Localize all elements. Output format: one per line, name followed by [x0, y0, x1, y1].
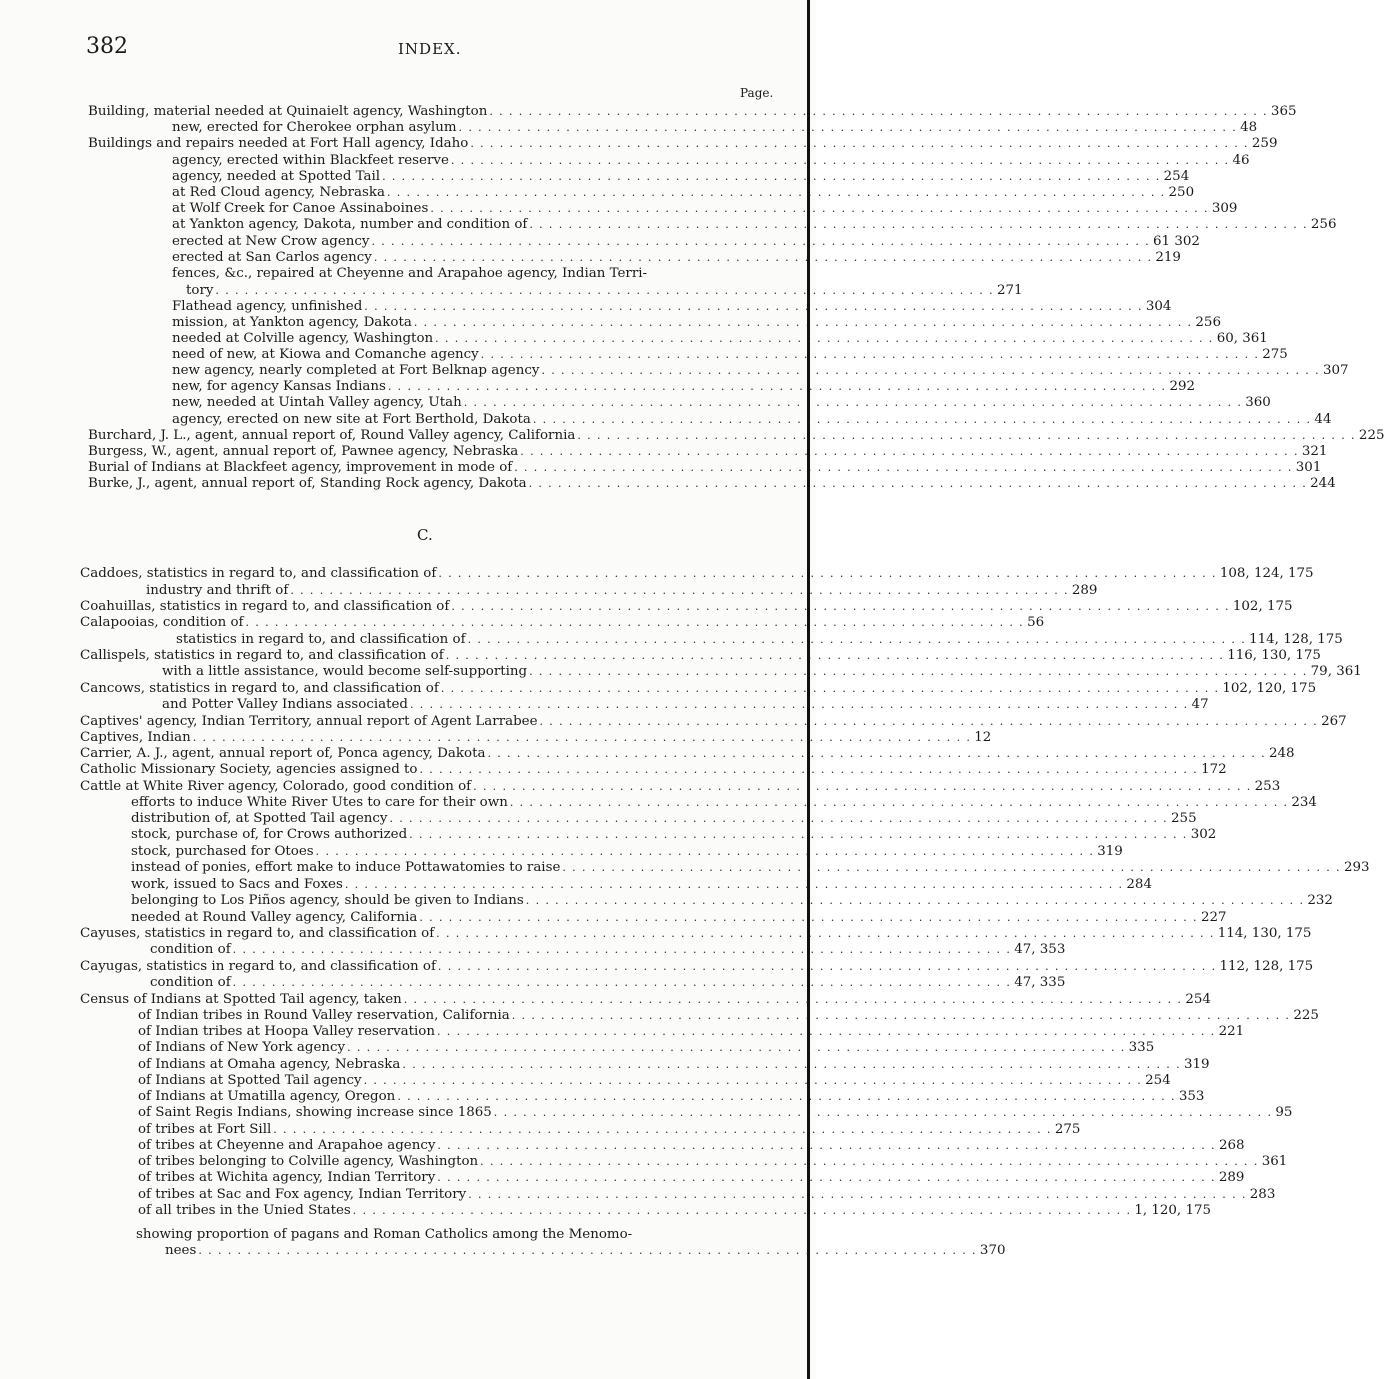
entry-pages: 360: [1245, 395, 1271, 410]
dot-leader: . . . . . . . . . . . . . . . . . . . . . . . . . . . . . . . . . . . . . . . . . . . . . . . . . . . . . . . . . . . . . . . . . . . . . . . . . . . . . . . .: [436, 927, 1215, 940]
dot-leader: . . . . . . . . . . . . . . . . . . . . . . . . . . . . . . . . . . . . . . . . . . . . . . . . . . . . . . . . . . . . . . . . . . . . . . . . . . . . . . . .: [347, 1041, 1126, 1054]
page-number: 382: [86, 34, 128, 59]
entry-pages: 234: [1291, 795, 1317, 810]
dot-leader: . . . . . . . . . . . . . . . . . . . . . . . . . . . . . . . . . . . . . . . . . . . . . . . . . . . . . . . . . . . . . . . . . . . . . . . . . . . . . . . .: [373, 251, 1153, 264]
entry-label: Coahuillas, statistics in regard to, and classification of: [80, 599, 450, 614]
entry-label: new, erected for Cherokee orphan asylum: [172, 120, 457, 135]
index-entry: [146, 581, 1098, 598]
entry-pages: 219: [1155, 250, 1181, 265]
dot-leader: . . . . . . . . . . . . . . . . . . . . . . . . . . . . . . . . . . . . . . . . . . . . . . . . . . . . . . . . . . . . . . . . . . . . . . . . . . . . . . . .: [480, 348, 1260, 361]
entry-pages: 335: [1128, 1040, 1155, 1055]
entry-label: of tribes at Wichita agency, Indian Territory: [138, 1170, 436, 1185]
entry-pages: 221: [1218, 1024, 1245, 1039]
index-entry: [131, 842, 1123, 859]
dot-leader: . . . . . . . . . . . . . . . . . . . . . . . . . . . . . . . . . . . . . . . . . . . . . . . . . . . . . . . . . . . . . . . . . . . . . . . . . . . . . . . .: [192, 731, 972, 744]
dot-leader: . . . . . . . . . . . . . . . . . . . . . . . . . . . . . . . . . . . . . . . . . . . . . . . . . . . . . . . . . . . . . . . . . . . . . . . . . . . . . . . .: [458, 121, 1238, 134]
entry-label: Flathead agency, unfinished: [172, 299, 363, 314]
index-entry: [138, 1022, 1245, 1039]
dot-leader: . . . . . . . . . . . . . . . . . . . . . . . . . . . . . . . . . . . . . . . . . . . . . . . . . . . . . . . . . . . . . . . . . . . . . . . . . . . . . . . .: [539, 715, 1319, 728]
index-entry: [80, 646, 1321, 663]
entry-pages: 268: [1218, 1138, 1245, 1153]
dot-leader: . . . . . . . . . . . . . . . . . . . . . . . . . . . . . . . . . . . . . . . . . . . . . . . . . . . . . . . . . . . . . . . . . . . . . . . . . . . . . . . .: [450, 154, 1230, 167]
entry-label: with a little assistance, would become self-supporting: [162, 664, 528, 679]
entry-pages: 1, 120, 175: [1134, 1203, 1212, 1218]
entry-label: agency, needed at Spotted Tail: [172, 169, 381, 184]
entry-pages: 47, 335: [1014, 975, 1066, 990]
entry-label: showing proportion of pagans and Roman Catholics among the Menomo-: [136, 1227, 633, 1242]
entry-label: needed at Colville agency, Washington: [172, 331, 434, 346]
dot-leader: . . . . . . . . . . . . . . . . . . . . . . . . . . . . . . . . . . . . . . . . . . . . . . . . . . . . . . . . . . . . . . . . . . . . . . . . . . . . . . . .: [541, 364, 1320, 377]
entry-label: Burke, J., agent, annual report of, Standing Rock agency, Dakota: [88, 476, 527, 491]
entry-label: industry and thrift of: [146, 583, 289, 598]
dot-leader: . . . . . . . . . . . . . . . . . . . . . . . . . . . . . . . . . . . . . . . . . . . . . . . . . . . . . . . . . . . . . . . . . . . . . . . . . . . . . . . .: [215, 284, 994, 297]
entry-pages: 307: [1323, 363, 1349, 378]
index-entry: [138, 1120, 1081, 1137]
index-entry: [172, 297, 1172, 314]
page-title: INDEX.: [398, 40, 462, 58]
entry-label: fences, &c., repaired at Cheyenne and Arapahoe agency, Indian Terri-: [172, 266, 648, 281]
index-entry: [138, 1168, 1245, 1185]
index-entry: [80, 957, 1314, 974]
entry-pages: 254: [1163, 169, 1190, 184]
entry-label: new agency, nearly completed at Fort Belknap agency: [172, 363, 540, 378]
dot-leader: . . . . . . . . . . . . . . . . . . . . . . . . . . . . . . . . . . . . . . . . . . . . . . . . . . . . . . . . . . . . . . . . . . . . . . . . . . . . . . . .: [273, 1123, 1052, 1136]
index-entry: [88, 134, 1278, 151]
entry-label: Building, material needed at Quinaielt agency, Washington: [88, 104, 488, 119]
index-entry: [172, 410, 1332, 427]
entry-pages: 293: [1343, 860, 1370, 875]
index-entry: [138, 1185, 1276, 1202]
entry-label: distribution of, at Spotted Tail agency: [131, 811, 388, 826]
entry-label: new, for agency Kansas Indians: [172, 379, 386, 394]
dot-leader: . . . . . . . . . . . . . . . . . . . . . . . . . . . . . . . . . . . . . . . . . . . . . . . . . . . . . . . . . . . . . . . . . . . . . . . . . . . . . . . .: [387, 380, 1167, 393]
entry-pages: 47: [1191, 697, 1209, 712]
index-entry: [138, 1136, 1245, 1153]
entry-label: new, needed at Uintah Valley agency, Utah: [172, 395, 462, 410]
index-entry: [186, 281, 1023, 298]
index-entry: [172, 377, 1196, 394]
entry-label: of tribes at Sac and Fox agency, Indian Territory: [138, 1187, 467, 1202]
index-entry: [172, 393, 1271, 410]
dot-leader: . . . . . . . . . . . . . . . . . . . . . . . . . . . . . . . . . . . . . . . . . . . . . . . . . . . . . . . . . . . . . . . . . . . . . . . . . . . . . . . .: [467, 633, 1247, 646]
index-entry: [138, 1103, 1293, 1120]
dot-leader: . . . . . . . . . . . . . . . . . . . . . . . . . . . . . . . . . . . . . . . . . . . . . . . . . . . . . . . . . . . . . . . . . . . . . . . . . . . . . . . .: [480, 1155, 1259, 1168]
dot-leader: . . . . . . . . . . . . . . . . . . . . . . . . . . . . . . . . . . . . . . . . . . . . . . . . . . . . . . . . . . . . . . . . . . . . . . . . . . . . . . . .: [529, 665, 1308, 678]
entry-pages: 267: [1321, 714, 1347, 729]
entry-pages: 370: [979, 1243, 1006, 1258]
dot-leader: . . . . . . . . . . . . . . . . . . . . . . . . . . . . . . . . . . . . . . . . . . . . . . . . . . . . . . . . . . . . . . . . . . . . . . . . . . . . . . . .: [437, 1171, 1216, 1184]
dot-leader: . . . . . . . . . . . . . . . . . . . . . . . . . . . . . . . . . . . . . . . . . . . . . . . . . . . . . . . . . . . . . . . . . . . . . . . . . . . . . . . .: [514, 461, 1293, 474]
entry-pages: 250: [1168, 185, 1195, 200]
entry-pages: 248: [1269, 746, 1295, 761]
dot-leader: . . . . . . . . . . . . . . . . . . . . . . . . . . . . . . . . . . . . . . . . . . . . . . . . . . . . . . . . . . . . . . . . . . . . . . . . . . . . . . . .: [493, 1106, 1273, 1119]
entry-label: of tribes at Cheyenne and Arapahoe agency: [138, 1138, 436, 1153]
entry-label: Buildings and repairs needed at Fort Hall agency, Idaho: [88, 136, 469, 151]
dot-leader: . . . . . . . . . . . . . . . . . . . . . . . . . . . . . . . . . . . . . . . . . . . . . . . . . . . . . . . . . . . . . . . . . . . . . . . . . . . . . . . .: [473, 780, 1252, 793]
index-entry: [131, 858, 1370, 875]
dot-leader: . . . . . . . . . . . . . . . . . . . . . . . . . . . . . . . . . . . . . . . . . . . . . . . . . . . . . . . . . . . . . . . . . . . . . . . . . . . . . . . .: [440, 682, 1220, 695]
entry-pages: 56: [1027, 615, 1045, 630]
entry-pages: 292: [1169, 379, 1196, 394]
index-entry: [80, 597, 1293, 614]
index-entry: [131, 793, 1317, 810]
entry-label: of tribes belonging to Colville agency, Washington: [138, 1154, 479, 1169]
entry-label: belonging to Los Piños agency, should be given to Indians: [131, 893, 524, 908]
entry-label: condition of: [150, 975, 231, 990]
entry-label: Cayuses, statistics in regard to, and classification of: [80, 926, 435, 941]
index-entry: [88, 102, 1297, 119]
index-entry: [88, 442, 1328, 459]
entry-label: Captives, Indian: [80, 730, 191, 745]
dot-leader: . . . . . . . . . . . . . . . . . . . . . . . . . . . . . . . . . . . . . . . . . . . . . . . . . . . . . . . . . . . . . . . . . . . . . . . . . . . . . . . .: [232, 943, 1012, 956]
entry-pages: 12: [974, 730, 992, 745]
entry-label: of Indians of New York agency: [138, 1040, 346, 1055]
entry-pages: 353: [1178, 1089, 1205, 1104]
dot-leader: . . . . . . . . . . . . . . . . . . . . . . . . . . . . . . . . . . . . . . . . . . . . . . . . . . . . . . . . . . . . . . . . . . . . . . . . . . . . . . . .: [403, 993, 1183, 1006]
dot-leader: . . . . . . . . . . . . . . . . . . . . . . . . . . . . . . . . . . . . . . . . . . . . . . . . . . . . . . . . . . . . . . . . . . . . . . . . . . . . . . . .: [413, 316, 1193, 329]
index-entry: [172, 199, 1238, 216]
index-entry: [80, 613, 1045, 630]
entry-label: work, issued to Sacs and Foxes: [131, 877, 343, 892]
entry-pages: 256: [1195, 315, 1221, 330]
entry-label: of all tribes in the Unied States: [138, 1203, 351, 1218]
entry-label: of Indian tribes at Hoopa Valley reservation: [138, 1024, 435, 1039]
dot-leader: . . . . . . . . . . . . . . . . . . . . . . . . . . . . . . . . . . . . . . . . . . . . . . . . . . . . . . . . . . . . . . . . . . . . . . . . . . . . . . . .: [577, 429, 1356, 442]
entry-label: stock, purchased for Otoes: [131, 844, 314, 859]
entry-label: Cancows, statistics in regard to, and classification of: [80, 681, 439, 696]
index-entry: [88, 458, 1322, 475]
entry-pages: 114, 130, 175: [1217, 926, 1312, 941]
dot-leader: . . . . . . . . . . . . . . . . . . . . . . . . . . . . . . . . . . . . . . . . . . . . . . . . . . . . . . . . . . . . . . . . . . . . . . . . . . . . . . . .: [463, 396, 1243, 409]
index-entry: [172, 118, 1258, 135]
index-entry: [80, 744, 1295, 761]
index-entry: [172, 329, 1268, 346]
dot-leader: . . . . . . . . . . . . . . . . . . . . . . . . . . . . . . . . . . . . . . . . . . . . . . . . . . . . . . . . . . . . . . . . . . . . . . . . . . . . . . . .: [437, 1139, 1216, 1152]
entry-label: at Red Cloud agency, Nebraska: [172, 185, 385, 200]
entry-label: of Indians at Omaha agency, Nebraska: [138, 1057, 401, 1072]
index-entry: [80, 990, 1211, 1007]
entry-pages: 114, 128, 175: [1249, 632, 1343, 647]
entry-label: mission, at Yankton agency, Dakota: [172, 315, 412, 330]
dot-leader: . . . . . . . . . . . . . . . . . . . . . . . . . . . . . . . . . . . . . . . . . . . . . . . . . . . . . . . . . . . . . . . . . . . . . . . . . . . . . . . .: [451, 600, 1230, 613]
entry-label: Carrier, A. J., agent, annual report of, Ponca agency, Dakota: [80, 746, 486, 761]
entry-pages: 172: [1201, 762, 1227, 777]
dot-leader: . . . . . . . . . . . . . . . . . . . . . . . . . . . . . . . . . . . . . . . . . . . . . . . . . . . . . . . . . . . . . . . . . . . . . . . . . . . . . . . .: [445, 649, 1225, 662]
entry-pages: 254: [1185, 992, 1211, 1007]
dot-leader: . . . . . . . . . . . . . . . . . . . . . . . . . . . . . . . . . . . . . . . . . . . . . . . . . . . . . . . . . . . . . . . . . . . . . . . . . . . . . . . .: [437, 1025, 1216, 1038]
dot-leader: . . . . . . . . . . . . . . . . . . . . . . . . . . . . . . . . . . . . . . . . . . . . . . . . . . . . . . . . . . . . . . . . . . . . . . . . . . . . . . . .: [525, 894, 1305, 907]
entry-label: of Indians at Umatilla agency, Oregon: [138, 1089, 396, 1104]
index-entry: [80, 728, 992, 745]
index-entry: [80, 564, 1314, 581]
entry-pages: 309: [1211, 201, 1238, 216]
index-entry: [172, 215, 1337, 232]
entry-label: Cayugas, statistics in regard to, and classification of: [80, 959, 436, 974]
entry-pages: 102, 120, 175: [1222, 681, 1317, 696]
index-entry: [172, 361, 1349, 378]
entry-pages: 301: [1295, 460, 1322, 475]
dot-leader: . . . . . . . . . . . . . . . . . . . . . . . . . . . . . . . . . . . . . . . . . . . . . . . . . . . . . . . . . . . . . . . . . . . . . . . . . . . . . . . .: [430, 202, 1209, 215]
index-entry: [131, 875, 1152, 892]
dot-leader: . . . . . . . . . . . . . . . . . . . . . . . . . . . . . . . . . . . . . . . . . . . . . . . . . . . . . . . . . . . . . . . . . . . . . . . . . . . . . . . .: [232, 976, 1012, 989]
dot-leader: . . . . . . . . . . . . . . . . . . . . . . . . . . . . . . . . . . . . . . . . . . . . . . . . . . . . . . . . . . . . . . . . . . . . . . . . . . . . . . . .: [352, 1204, 1132, 1217]
entry-label: efforts to induce White River Utes to care for their own: [131, 795, 508, 810]
entry-pages: 289: [1218, 1170, 1245, 1185]
dot-leader: . . . . . . . . . . . . . . . . . . . . . . . . . . . . . . . . . . . . . . . . . . . . . . . . . . . . . . . . . . . . . . . . . . . . . . . . . . . . . . . .: [532, 413, 1312, 426]
entry-pages: 259: [1251, 136, 1278, 151]
entry-label: erected at San Carlos agency: [172, 250, 372, 265]
entry-pages: 256: [1310, 217, 1337, 232]
dot-leader: . . . . . . . . . . . . . . . . . . . . . . . . . . . . . . . . . . . . . . . . . . . . . . . . . . . . . . . . . . . . . . . . . . . . . . . . . . . . . . . .: [438, 567, 1217, 580]
section-letter-c: C.: [417, 526, 433, 544]
entry-label: agency, erected on new site at Fort Berthold, Dakota: [172, 412, 531, 427]
entry-label: Caddoes, statistics in regard to, and classification of: [80, 566, 437, 581]
index-entry: [131, 809, 1197, 826]
dot-leader: . . . . . . . . . . . . . . . . . . . . . . . . . . . . . . . . . . . . . . . . . . . . . . . . . . . . . . . . . . . . . . . . . . . . . . . . . . . . . . . .: [409, 828, 1188, 841]
index-entry: [80, 924, 1312, 941]
entry-pages: 46: [1232, 153, 1250, 168]
entry-pages: 60, 361: [1216, 331, 1268, 346]
entry-label: Captives' agency, Indian Territory, annual report of Agent Larrabee: [80, 714, 538, 729]
entry-label: Catholic Missionary Society, agencies assigned to: [80, 762, 418, 777]
entry-pages: 244: [1310, 476, 1336, 491]
entry-label: Callispels, statistics in regard to, and classification of: [80, 648, 444, 663]
dot-leader: . . . . . . . . . . . . . . . . . . . . . . . . . . . . . . . . . . . . . . . . . . . . . . . . . . . . . . . . . . . . . . . . . . . . . . . . . . . . . . . .: [470, 137, 1249, 150]
dot-leader: . . . . . . . . . . . . . . . . . . . . . . . . . . . . . . . . . . . . . . . . . . . . . . . . . . . . . . . . . . . . . . . . . . . . . . . . . . . . . . . .: [528, 477, 1308, 490]
index-entry: [150, 973, 1066, 990]
dot-leader: . . . . . . . . . . . . . . . . . . . . . . . . . . . . . . . . . . . . . . . . . . . . . . . . . . . . . . . . . . . . . . . . . . . . . . . . . . . . . . . .: [437, 960, 1217, 973]
entry-label: of tribes at Fort Sill: [138, 1122, 272, 1137]
entry-pages: 319: [1097, 844, 1123, 859]
entry-pages: 116, 130, 175: [1227, 648, 1321, 663]
entry-label: Burgess, W., agent, annual report of, Pawnee agency, Nebraska: [88, 444, 519, 459]
index-entry: [172, 345, 1288, 362]
dot-leader: . . . . . . . . . . . . . . . . . . . . . . . . . . . . . . . . . . . . . . . . . . . . . . . . . . . . . . . . . . . . . . . . . . . . . . . . . . . . . . . .: [371, 235, 1151, 248]
entry-pages: 304: [1145, 299, 1172, 314]
dot-leader: . . . . . . . . . . . . . . . . . . . . . . . . . . . . . . . . . . . . . . . . . . . . . . . . . . . . . . . . . . . . . . . . . . . . . . . . . . . . . . . .: [344, 878, 1124, 891]
index-entry: [80, 777, 1281, 794]
entry-label: Census of Indians at Spotted Tail agency, taken: [80, 992, 402, 1007]
entry-label: of Indians at Spotted Tail agency: [138, 1073, 362, 1088]
dot-leader: . . . . . . . . . . . . . . . . . . . . . . . . . . . . . . . . . . . . . . . . . . . . . . . . . . . . . . . . . . . . . . . . . . . . . . . . . . . . . . . .: [529, 218, 1308, 231]
entry-pages: 108, 124, 175: [1219, 566, 1314, 581]
dot-leader: . . . . . . . . . . . . . . . . . . . . . . . . . . . . . . . . . . . . . . . . . . . . . . . . . . . . . . . . . . . . . . . . . . . . . . . . . . . . . . . .: [364, 300, 1143, 313]
entry-label: agency, erected within Blackfeet reserve: [172, 153, 449, 168]
dot-leader: . . . . . . . . . . . . . . . . . . . . . . . . . . . . . . . . . . . . . . . . . . . . . . . . . . . . . . . . . . . . . . . . . . . . . . . . . . . . . . . .: [468, 1188, 1247, 1201]
index-entry: [172, 232, 1200, 249]
entry-label: condition of: [150, 942, 231, 957]
dot-leader: . . . . . . . . . . . . . . . . . . . . . . . . . . . . . . . . . . . . . . . . . . . . . . . . . . . . . . . . . . . . . . . . . . . . . . . . . . . . . . . .: [386, 186, 1166, 199]
index-entry: [138, 1038, 1155, 1055]
index-entry: [131, 825, 1217, 842]
entry-pages: 253: [1254, 779, 1281, 794]
index-entry: [131, 908, 1227, 925]
entry-pages: 47, 353: [1014, 942, 1066, 957]
entry-label: at Yankton agency, Dakota, number and condition of: [172, 217, 528, 232]
entry-label: statistics in regard to, and classification of: [176, 632, 466, 647]
entry-label: of Indian tribes in Round Valley reservation, California: [138, 1008, 510, 1023]
index-entry: [131, 891, 1333, 908]
dot-leader: . . . . . . . . . . . . . . . . . . . . . . . . . . . . . . . . . . . . . . . . . . . . . . . . . . . . . . . . . . . . . . . . . . . . . . . . . . . . . . . .: [389, 812, 1169, 825]
dot-leader: . . . . . . . . . . . . . . . . . . . . . . . . . . . . . . . . . . . . . . . . . . . . . . . . . . . . . . . . . . . . . . . . . . . . . . . . . . . . . . . .: [419, 911, 1198, 924]
index-entry: [172, 313, 1221, 330]
entry-pages: 61 302: [1153, 234, 1200, 249]
entry-pages: 254: [1145, 1073, 1171, 1088]
index-entry: [80, 760, 1227, 777]
index-entry: [162, 662, 1362, 679]
entry-pages: 283: [1249, 1187, 1276, 1202]
entry-label: stock, purchase of, for Crows authorized: [131, 827, 408, 842]
entry-pages: 225: [1293, 1008, 1319, 1023]
entry-label: nees: [165, 1243, 197, 1258]
index-entry: [138, 1201, 1212, 1218]
entry-pages: 102, 175: [1232, 599, 1293, 614]
index-entry: [138, 1152, 1288, 1169]
entry-pages: 255: [1171, 811, 1197, 826]
entry-pages: 275: [1054, 1122, 1081, 1137]
dot-leader: . . . . . . . . . . . . . . . . . . . . . . . . . . . . . . . . . . . . . . . . . . . . . . . . . . . . . . . . . . . . . . . . . . . . . . . . . . . . . . . .: [562, 861, 1341, 874]
dot-leader: . . . . . . . . . . . . . . . . . . . . . . . . . . . . . . . . . . . . . . . . . . . . . . . . . . . . . . . . . . . . . . . . . . . . . . . . . . . . . . . .: [290, 584, 1069, 597]
entry-pages: 95: [1275, 1105, 1293, 1120]
index-entry: [80, 679, 1317, 696]
index-entry: [172, 183, 1195, 200]
entry-label: tory: [186, 283, 214, 298]
index-entry: [150, 940, 1066, 957]
entry-label: erected at New Crow agency: [172, 234, 370, 249]
entry-label: Burial of Indians at Blackfeet agency, improvement in mode of: [88, 460, 513, 475]
page-column-label: Page.: [740, 86, 774, 100]
dot-leader: . . . . . . . . . . . . . . . . . . . . . . . . . . . . . . . . . . . . . . . . . . . . . . . . . . . . . . . . . . . . . . . . . . . . . . . . . . . . . . . .: [487, 747, 1267, 760]
entry-pages: 365: [1270, 104, 1297, 119]
index-entry: [162, 695, 1209, 712]
index-entry: [172, 151, 1250, 168]
index-entry: [138, 1006, 1319, 1023]
entry-pages: 361: [1261, 1154, 1288, 1169]
dot-leader: . . . . . . . . . . . . . . . . . . . . . . . . . . . . . . . . . . . . . . . . . . . . . . . . . . . . . . . . . . . . . . . . . . . . . . . . . . . . . . . .: [198, 1244, 977, 1257]
index-entry: [88, 426, 1384, 443]
dot-leader: . . . . . . . . . . . . . . . . . . . . . . . . . . . . . . . . . . . . . . . . . . . . . . . . . . . . . . . . . . . . . . . . . . . . . . . . . . . . . . . .: [382, 170, 1161, 183]
dot-leader: . . . . . . . . . . . . . . . . . . . . . . . . . . . . . . . . . . . . . . . . . . . . . . . . . . . . . . . . . . . . . . . . . . . . . . . . . . . . . . . .: [245, 616, 1025, 629]
dot-leader: . . . . . . . . . . . . . . . . . . . . . . . . . . . . . . . . . . . . . . . . . . . . . . . . . . . . . . . . . . . . . . . . . . . . . . . . . . . . . . . .: [402, 1058, 1181, 1071]
entry-label: and Potter Valley Indians associated: [162, 697, 408, 712]
entry-pages: 319: [1183, 1057, 1210, 1072]
entry-pages: 44: [1314, 412, 1332, 427]
dot-leader: . . . . . . . . . . . . . . . . . . . . . . . . . . . . . . . . . . . . . . . . . . . . . . . . . . . . . . . . . . . . . . . . . . . . . . . . . . . . . . . .: [509, 796, 1289, 809]
entry-label: needed at Round Valley agency, California: [131, 910, 418, 925]
entry-pages: 227: [1200, 910, 1227, 925]
dot-leader: . . . . . . . . . . . . . . . . . . . . . . . . . . . . . . . . . . . . . . . . . . . . . . . . . . . . . . . . . . . . . . . . . . . . . . . . . . . . . . . .: [419, 763, 1199, 776]
entry-pages: 275: [1262, 347, 1288, 362]
entry-label: instead of ponies, effort make to induce Pottawatomies to raise: [131, 860, 561, 875]
dot-leader: . . . . . . . . . . . . . . . . . . . . . . . . . . . . . . . . . . . . . . . . . . . . . . . . . . . . . . . . . . . . . . . . . . . . . . . . . . . . . . . .: [363, 1074, 1143, 1087]
dot-leader: . . . . . . . . . . . . . . . . . . . . . . . . . . . . . . . . . . . . . . . . . . . . . . . . . . . . . . . . . . . . . . . . . . . . . . . . . . . . . . . .: [489, 105, 1268, 118]
dot-leader: . . . . . . . . . . . . . . . . . . . . . . . . . . . . . . . . . . . . . . . . . . . . . . . . . . . . . . . . . . . . . . . . . . . . . . . . . . . . . . . .: [435, 332, 1214, 345]
dot-leader: . . . . . . . . . . . . . . . . . . . . . . . . . . . . . . . . . . . . . . . . . . . . . . . . . . . . . . . . . . . . . . . . . . . . . . . . . . . . . . . .: [409, 698, 1189, 711]
entry-pages: 271: [996, 283, 1023, 298]
dot-leader: . . . . . . . . . . . . . . . . . . . . . . . . . . . . . . . . . . . . . . . . . . . . . . . . . . . . . . . . . . . . . . . . . . . . . . . . . . . . . . . .: [520, 445, 1299, 458]
index-entry: [138, 1087, 1205, 1104]
entry-pages: 289: [1071, 583, 1098, 598]
entry-label: Cattle at White River agency, Colorado, good condition of: [80, 779, 472, 794]
index-entry: [136, 1225, 770, 1242]
dot-leader: . . . . . . . . . . . . . . . . . . . . . . . . . . . . . . . . . . . . . . . . . . . . . . . . . . . . . . . . . . . . . . . . . . . . . . . . . . . . . . . .: [315, 845, 1095, 858]
entry-label: of Saint Regis Indians, showing increase since 1865: [138, 1105, 492, 1120]
entry-label: Burchard, J. L., agent, annual report of, Round Valley agency, California: [88, 428, 576, 443]
index-entry: [165, 1241, 1006, 1258]
index-entry: [138, 1055, 1210, 1072]
entry-label: at Wolf Creek for Canoe Assinaboines: [172, 201, 429, 216]
dot-leader: . . . . . . . . . . . . . . . . . . . . . . . . . . . . . . . . . . . . . . . . . . . . . . . . . . . . . . . . . . . . . . . . . . . . . . . . . . . . . . . .: [511, 1009, 1291, 1022]
entry-pages: 225: [1358, 428, 1384, 443]
index-entry: [172, 248, 1181, 265]
entry-label: need of new, at Kiowa and Comanche agency: [172, 347, 479, 362]
index-entry: [172, 167, 1190, 184]
index-entry: [138, 1071, 1171, 1088]
dot-leader: . . . . . . . . . . . . . . . . . . . . . . . . . . . . . . . . . . . . . . . . . . . . . . . . . . . . . . . . . . . . . . . . . . . . . . . . . . . . . . . .: [397, 1090, 1176, 1103]
entry-pages: 302: [1190, 827, 1217, 842]
entry-pages: 321: [1301, 444, 1328, 459]
index-entry: [80, 712, 1347, 729]
index-entry: [88, 474, 1336, 491]
entry-pages: 112, 128, 175: [1219, 959, 1314, 974]
index-entry: [172, 264, 780, 281]
entry-pages: 48: [1240, 120, 1258, 135]
entry-pages: 79, 361: [1310, 664, 1362, 679]
index-entry: [176, 630, 1343, 647]
entry-pages: 232: [1307, 893, 1333, 908]
entry-label: Calapooias, condition of: [80, 615, 244, 630]
entry-pages: 284: [1126, 877, 1152, 892]
